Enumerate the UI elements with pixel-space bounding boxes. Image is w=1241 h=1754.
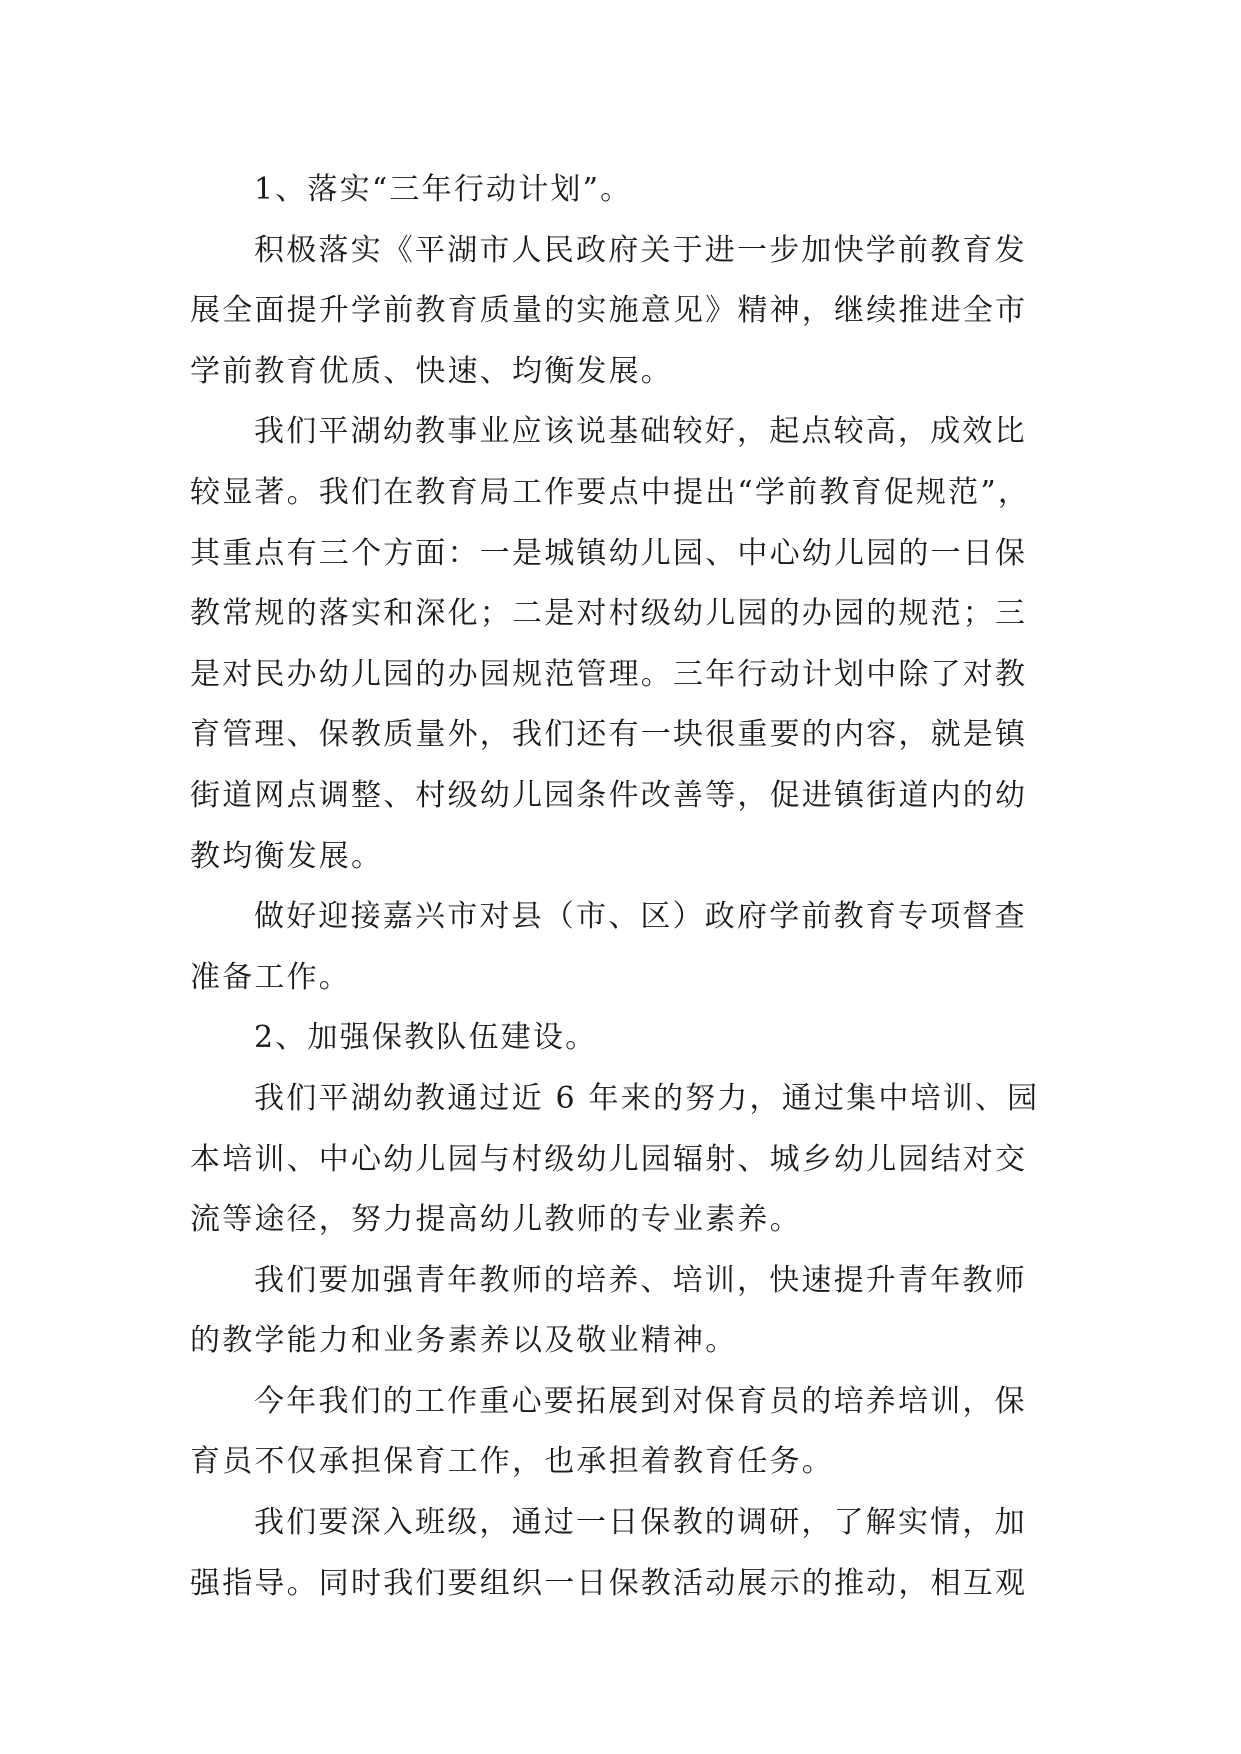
- text-line: 是对民办幼儿园的办园规范管理。三年行动计划中除了对教: [190, 656, 1028, 692]
- text-line: 做好迎接嘉兴市对县（市、区）政府学前教育专项督查: [254, 899, 1027, 935]
- text-line: 强指导。同时我们要组织一日保教活动展示的推动，相互观: [190, 1565, 1028, 1601]
- text-line: 育员不仅承担保育工作，也承担着教育任务。: [190, 1444, 834, 1480]
- text-line: 我们要深入班级，通过一日保教的调研，了解实情，加: [254, 1505, 1027, 1541]
- section-heading-2: 2、加强保教队伍建设。: [254, 1020, 598, 1056]
- text-line: 其重点有三个方面：一是城镇幼儿园、中心幼儿园的一日保: [190, 535, 1028, 571]
- text-line: 学前教育优质、快速、均衡发展。: [190, 353, 673, 389]
- text-line: 本培训、中心幼儿园与村级幼儿园辐射、城乡幼儿园结对交: [190, 1141, 1028, 1177]
- text-line: 我们平湖幼教通过近 6 年来的努力，通过集中培训、园: [254, 1080, 1040, 1116]
- text-line: 准备工作。: [190, 959, 351, 995]
- text-line: 教常规的落实和深化；二是对村级幼儿园的办园的规范；三: [190, 596, 1028, 632]
- text-line: 较显著。我们在教育局工作要点中提出“学前教育促规范”，: [190, 474, 1031, 510]
- text-line: 流等途径，努力提高幼儿教师的专业素养。: [190, 1202, 802, 1238]
- text-line: 育管理、保教质量外，我们还有一块很重要的内容，就是镇: [190, 717, 1028, 753]
- text-line: 街道网点调整、村级幼儿园条件改善等，促进镇街道内的幼: [190, 777, 1028, 813]
- text-line: 的教学能力和业务素养以及敬业精神。: [190, 1323, 738, 1359]
- text-line: 今年我们的工作重心要拓展到对保育员的培养培训，保: [254, 1383, 1027, 1419]
- text-line: 我们平湖幼教事业应该说基础较好，起点较高，成效比: [254, 414, 1027, 450]
- text-line: 我们要加强青年教师的培养、培训，快速提升青年教师: [254, 1262, 1027, 1298]
- section-heading-1: 1、落实“三年行动计划”。: [254, 172, 633, 207]
- text-line: 教均衡发展。: [190, 838, 384, 874]
- text-line: 积极落实《平湖市人民政府关于进一步加快学前教育发: [254, 232, 1027, 268]
- text-line: 展全面提升学前教育质量的实施意见》精神，继续推进全市: [190, 293, 1028, 329]
- document-body: [190, 160, 1050, 1614]
